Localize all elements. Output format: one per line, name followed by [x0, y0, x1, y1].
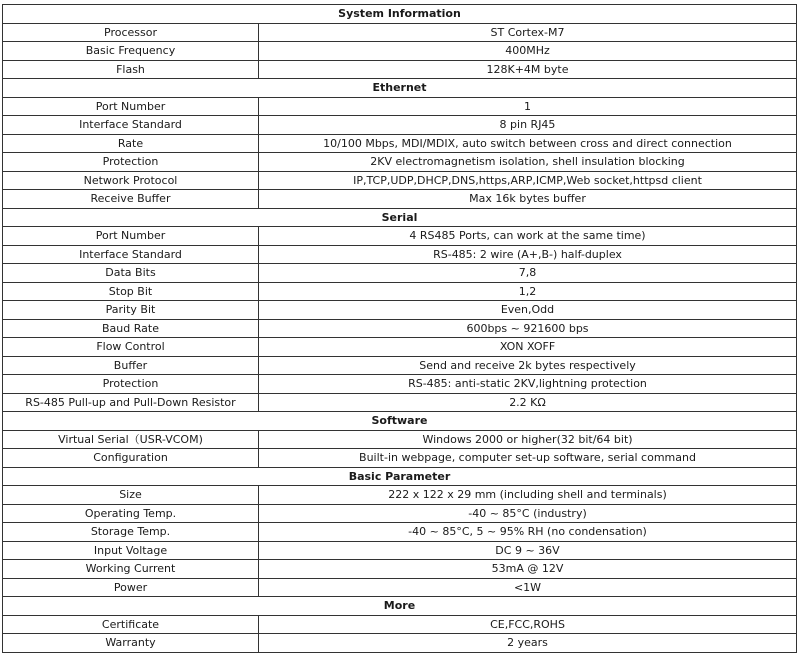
spec-value: 2KV electromagnetism isolation, shell insulation blocking [259, 153, 797, 172]
table-row [3, 42, 797, 61]
spec-value: IP,TCP,UDP,DHCP,DNS,https,ARP,ICMP,Web socket,httpsd client [259, 171, 797, 190]
spec-value: Max 16k bytes buffer [259, 190, 797, 209]
table-row [3, 227, 797, 246]
spec-label: Basic Frequency [3, 42, 259, 61]
table-row [3, 430, 797, 449]
spec-label: Network Protocol [3, 171, 259, 190]
spec-label: Stop Bit [3, 282, 259, 301]
spec-value: CE,FCC,ROHS [259, 615, 797, 634]
section-title-system-information: System Information [3, 5, 797, 24]
spec-value: 7,8 [259, 264, 797, 283]
table-row [3, 356, 797, 375]
spec-label: Interface Standard [3, 116, 259, 135]
spec-value: 53mA @ 12V [259, 560, 797, 579]
table-row [3, 560, 797, 579]
section-header-row-system-information [3, 5, 797, 24]
section-title-software: Software [3, 412, 797, 431]
spec-value: 400MHz [259, 42, 797, 61]
spec-value: Windows 2000 or higher(32 bit/64 bit) [259, 430, 797, 449]
section-title-ethernet: Ethernet [3, 79, 797, 98]
table-row [3, 97, 797, 116]
spec-label: Rate [3, 134, 259, 153]
table-row [3, 264, 797, 283]
table-row [3, 523, 797, 542]
table-row [3, 486, 797, 505]
section-title-serial: Serial [3, 208, 797, 227]
spec-value: -40 ~ 85°C (industry) [259, 504, 797, 523]
spec-label: Protection [3, 153, 259, 172]
spec-label: Configuration [3, 449, 259, 468]
spec-value: -40 ~ 85°C, 5 ~ 95% RH (no condensation) [259, 523, 797, 542]
table-row [3, 393, 797, 412]
section-title-more: More [3, 597, 797, 616]
spec-value: 600bps ~ 921600 bps [259, 319, 797, 338]
section-header-row-software [3, 412, 797, 431]
table-row [3, 171, 797, 190]
spec-label: Storage Temp. [3, 523, 259, 542]
section-header-row-ethernet [3, 79, 797, 98]
table-row [3, 338, 797, 357]
spec-label: Processor [3, 23, 259, 42]
table-row [3, 634, 797, 653]
spec-label: Warranty [3, 634, 259, 653]
spec-value: 8 pin RJ45 [259, 116, 797, 135]
table-row [3, 60, 797, 79]
spec-label: Power [3, 578, 259, 597]
section-header-row-more [3, 597, 797, 616]
spec-label: Protection [3, 375, 259, 394]
specification-table-body [3, 5, 797, 653]
spec-label: Data Bits [3, 264, 259, 283]
spec-label: Input Voltage [3, 541, 259, 560]
spec-value: 4 RS485 Ports, can work at the same time) [259, 227, 797, 246]
spec-label: Receive Buffer [3, 190, 259, 209]
spec-label: Working Current [3, 560, 259, 579]
spec-value: RS-485: anti-static 2KV,lightning protection [259, 375, 797, 394]
spec-label: Size [3, 486, 259, 505]
table-row [3, 319, 797, 338]
spec-label: Baud Rate [3, 319, 259, 338]
spec-label: Operating Temp. [3, 504, 259, 523]
table-row [3, 449, 797, 468]
table-row [3, 153, 797, 172]
spec-value: <1W [259, 578, 797, 597]
section-header-row-serial [3, 208, 797, 227]
table-row [3, 541, 797, 560]
table-row [3, 375, 797, 394]
spec-value: 1 [259, 97, 797, 116]
spec-value: 10/100 Mbps, MDI/MDIX, auto switch between cross and direct connection [259, 134, 797, 153]
specification-table [2, 4, 797, 653]
spec-value: 222 x 122 x 29 mm (including shell and terminals) [259, 486, 797, 505]
spec-label: Parity Bit [3, 301, 259, 320]
spec-label: Interface Standard [3, 245, 259, 264]
table-row [3, 578, 797, 597]
spec-label: Certificate [3, 615, 259, 634]
spec-label: Buffer [3, 356, 259, 375]
table-row [3, 301, 797, 320]
spec-label: Flow Control [3, 338, 259, 357]
spec-label: Flash [3, 60, 259, 79]
spec-value: ST Cortex-M7 [259, 23, 797, 42]
spec-value: 2 years [259, 634, 797, 653]
table-row [3, 190, 797, 209]
spec-label: Virtual Serial（USR-VCOM) [3, 430, 259, 449]
table-row [3, 245, 797, 264]
spec-label: RS-485 Pull-up and Pull-Down Resistor [3, 393, 259, 412]
spec-label: Port Number [3, 227, 259, 246]
section-header-row-basic-parameter [3, 467, 797, 486]
table-row [3, 282, 797, 301]
spec-value: 2.2 KΩ [259, 393, 797, 412]
table-row [3, 116, 797, 135]
spec-value: 128K+4M byte [259, 60, 797, 79]
table-row [3, 615, 797, 634]
spec-value: Built-in webpage, computer set-up software, serial command [259, 449, 797, 468]
table-row [3, 23, 797, 42]
spec-label: Port Number [3, 97, 259, 116]
spec-value: XON XOFF [259, 338, 797, 357]
spec-value: RS-485: 2 wire (A+,B-) half-duplex [259, 245, 797, 264]
table-row [3, 504, 797, 523]
section-title-basic-parameter: Basic Parameter [3, 467, 797, 486]
spec-table-container [2, 4, 796, 653]
spec-value: Send and receive 2k bytes respectively [259, 356, 797, 375]
spec-value: 1,2 [259, 282, 797, 301]
table-row [3, 134, 797, 153]
spec-value: DC 9 ~ 36V [259, 541, 797, 560]
spec-value: Even,Odd [259, 301, 797, 320]
